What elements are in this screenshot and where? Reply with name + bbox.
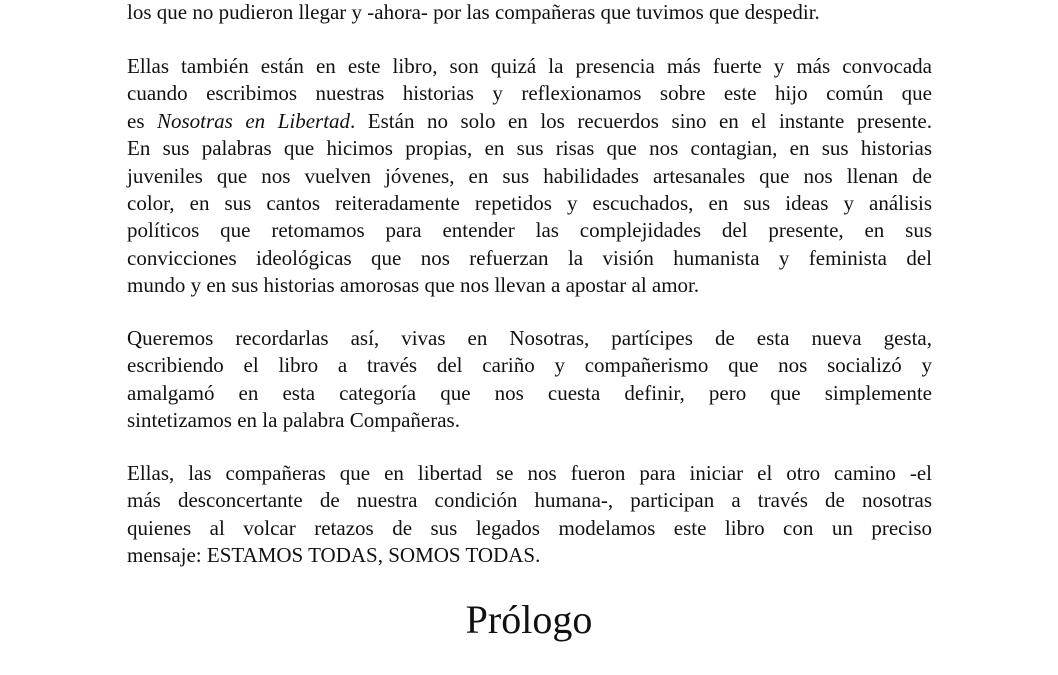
paragraph-2 (127, 53, 932, 300)
paragraph-line: En sus palabras que hicimos propias, en sus risas que nos contagian, en sus historias (127, 136, 932, 161)
paragraph-1 (127, 0, 932, 26)
line-suffix: . Están no solo en los recuerdos sino en el instante presente. (350, 108, 932, 133)
paragraph-line: escribiendo el libro a través del cariño y compañerismo que nos socializó y (127, 353, 932, 378)
paragraph-3 (127, 325, 932, 435)
paragraph-line: Queremos recordarlas así, vivas en Nosotras, partícipes de esta nueva gesta, (127, 326, 932, 350)
book-title: Nosotras en Libertad (157, 108, 351, 133)
paragraph-line-with-title (127, 108, 932, 135)
section-heading: Prólogo (465, 597, 593, 642)
paragraph-line: Ellas, las compañeras que en libertad se nos fueron para iniciar el otro camino -el (127, 461, 932, 485)
paragraph-line: Ellas también están en este libro, son quizá la presencia más fuerte y más convocada (127, 54, 932, 78)
paragraph-line: juveniles que nos vuelven jóvenes, en sus habilidades artesanales que nos llenan de (127, 163, 932, 188)
paragraph-line: cuando escribimos nuestras historias y reflexionamos sobre este hijo común que (127, 81, 932, 106)
paragraph-line: convicciones ideológicas que nos refuerzan la visión humanista y feminista del (127, 245, 932, 270)
paragraph-line: políticos que retomamos para entender las complejidades del presente, en sus (127, 218, 932, 243)
paragraph-line: mensaje: ESTAMOS TODAS, SOMOS TODAS. (127, 543, 541, 568)
paragraph-4 (127, 460, 932, 570)
paragraph-line: más desconcertante de nuestra condición humana-, participan a través de nosotras (127, 488, 932, 513)
paragraph-line: los que no pudieron llegar y -ahora- por las compañeras que tuvimos que despedir. (127, 0, 820, 24)
paragraph-line: quienes al volcar retazos de sus legados modelamos este libro con un preciso (127, 515, 932, 540)
paragraph-line: mundo y en sus historias amorosas que nos llevan a apostar al amor. (127, 273, 700, 298)
paragraph-line: sintetizamos en la palabra Compañeras. (127, 408, 460, 433)
paragraph-line: color, en sus cantos reiteradamente repetidos y escuchados, en sus ideas y análisis (127, 191, 932, 216)
line-prefix: es (127, 108, 157, 133)
paragraph-line: amalgamó en esta categoría que nos cuesta definir, pero que simplemente (127, 380, 932, 405)
